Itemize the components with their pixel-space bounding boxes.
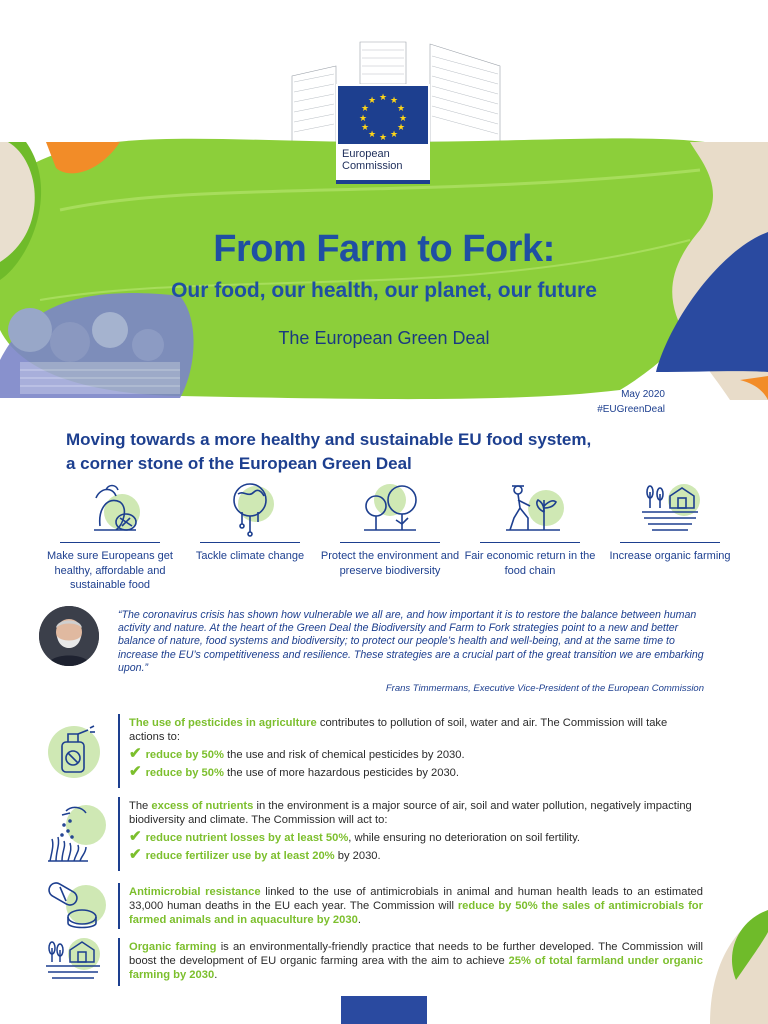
goal-item: [460, 478, 600, 578]
nutrients-text: in the environment is a major source of air, soil and water pollution, negatively impacting biodiversity and climate. The Commission will act to:: [129, 800, 692, 826]
page-subtitle: Our food, our health, our planet, our future: [171, 279, 597, 302]
melting-earth-icon: [190, 478, 310, 538]
svg-text:★: ★: [378, 93, 388, 103]
organic-end: .: [214, 969, 218, 981]
bullet-text: by 2030.: [334, 850, 381, 862]
green-deal-label: The European Green Deal: [278, 328, 490, 348]
svg-text:★: ★: [378, 133, 388, 143]
goal-label: Increase organic farming: [609, 550, 731, 562]
goal-item: [320, 478, 460, 578]
timmermans-portrait: [39, 606, 99, 666]
publication-meta: [597, 387, 665, 417]
antimicrobial-end: .: [357, 914, 361, 926]
goal-label: Make sure Europeans get healthy, affordable and sustainable food: [47, 550, 173, 591]
svg-text:★: ★: [360, 104, 370, 114]
bullet-text: the use of more hazardous pesticides by 2030.: [223, 767, 460, 779]
antimicrobial-target: reduce by 50% the sales of antimicrobials for farmed animals and in aquaculture by 2030: [129, 900, 703, 926]
section-divider-bar: [118, 883, 120, 929]
nutrients-highlight: excess of nutrients: [151, 800, 254, 812]
goal-item: [600, 478, 740, 564]
svg-text:★: ★: [398, 114, 408, 124]
svg-text:★: ★: [367, 130, 377, 140]
goal-item: [40, 478, 180, 593]
quote-text: “The coronavirus crisis has shown how vulnerable we all are, and how important it is to restore the balance between human activity and nature. At the heart of the Green Deal the Biodiversity and Farm to Fork strategies point to a new and better balance of nature, food systems and biodiversity; to protect our people’s health and well-being, and at the same time to increase the EU’s competitiveness and resilience. These strategies are a crucial part of the great transition we are embarking upon.”: [118, 609, 704, 674]
svg-text:★: ★: [396, 104, 406, 114]
antimicrobial-highlight: Antimicrobial resistance: [129, 886, 261, 898]
organic-barn-icon: [42, 934, 106, 998]
goal-label: Tackle climate change: [195, 550, 305, 562]
bullet-highlight: reduce fertilizer use by at least 20%: [145, 850, 335, 862]
svg-text:★: ★: [367, 96, 377, 106]
section-divider-bar: [118, 797, 120, 871]
publication-date: May 2020: [621, 389, 665, 400]
pesticides-text: contributes to pollution of soil, water and air. The Commission will take actions to:: [129, 717, 668, 743]
bottom-right-decoration: [680, 910, 768, 1024]
check-icon: ✔: [129, 846, 142, 863]
section-divider-bar: [118, 938, 120, 986]
trees-icon: [330, 478, 450, 538]
action-pesticides: [0, 714, 768, 790]
hashtag-link[interactable]: #EUGreenDeal: [597, 404, 665, 415]
quote-author: Frans Timmermans, Executive Vice-President of the European Commission: [385, 683, 704, 694]
goal-item: [180, 478, 320, 564]
check-icon: ✔: [129, 763, 142, 780]
action-antimicrobial: [0, 883, 768, 931]
logo-line-2: Commission: [342, 160, 403, 172]
bullet-highlight: reduce by 50%: [145, 767, 224, 779]
organic-farm-icon: [610, 478, 730, 538]
hero-banner: [0, 0, 768, 400]
farmer-planting-icon: [470, 478, 590, 538]
section-headline: [66, 428, 716, 476]
fertilizer-hand-icon: [42, 801, 106, 865]
bullet-highlight: reduce nutrient losses by at least 50%: [145, 832, 349, 844]
svg-text:★: ★: [358, 114, 368, 124]
organic-highlight: Organic farming: [129, 941, 217, 953]
pills-icon: [42, 875, 106, 939]
action-nutrients: [0, 797, 768, 873]
bullet-text: the use and risk of chemical pesticides by 2030.: [223, 749, 465, 761]
eu-flag-icon: [338, 86, 428, 144]
goal-label: Protect the environment and preserve biodiversity: [320, 550, 460, 577]
action-organic: [0, 938, 768, 990]
bullet-highlight: reduce by 50%: [145, 749, 224, 761]
european-commission-logo: [336, 84, 430, 184]
pesticide-sprayer-icon: [42, 720, 106, 784]
check-icon: ✔: [129, 745, 142, 762]
goals-row: [40, 478, 740, 598]
goal-label: Fair economic return in the food chain: [464, 550, 596, 577]
antimicrobial-text: linked to the use of antimicrobials in animal and human health leads to an estimated 33,000 human deaths in the EU each year. The Commission will: [129, 886, 703, 912]
vegetables-icon: [50, 478, 170, 538]
svg-text:★: ★: [360, 123, 370, 133]
headline-line-2: a corner stone of the European Green Deal: [66, 454, 412, 473]
organic-target: 25% of total farmland under organic farming by 2030: [129, 955, 704, 981]
headline-line-1: Moving towards a more healthy and sustainable EU food system,: [66, 430, 592, 449]
nutrients-pre: The: [129, 800, 152, 812]
organic-text: is an environmentally-friendly practice that needs to be further developed. The Commission will boost the development of EU organic farming area with the aim to achieve: [129, 941, 703, 967]
svg-text:★: ★: [389, 130, 399, 140]
svg-text:★: ★: [396, 123, 406, 133]
check-icon: ✔: [129, 828, 142, 845]
pesticides-highlight: The use of pesticides in agriculture: [129, 717, 317, 729]
section-divider-bar: [118, 714, 120, 788]
page-title: From Farm to Fork:: [213, 228, 555, 270]
svg-text:★: ★: [389, 96, 399, 106]
logo-line-1: European: [342, 148, 390, 160]
bullet-text: , while ensuring no deterioration on soil fertility.: [348, 832, 581, 844]
footer-blue-tab: [341, 996, 427, 1024]
